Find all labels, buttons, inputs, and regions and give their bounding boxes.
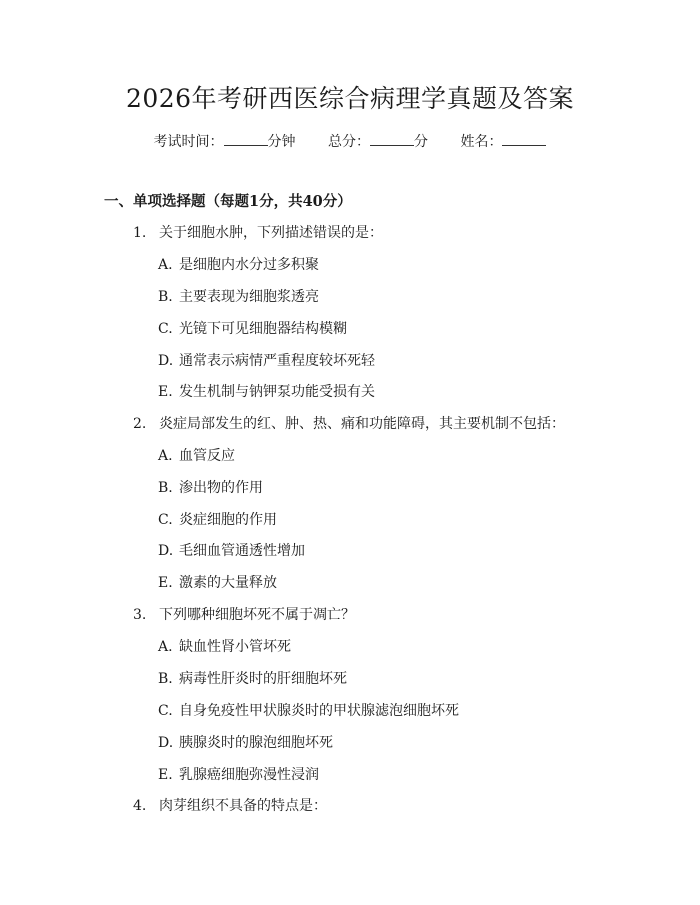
option-text: 发生机制与钠钾泵功能受损有关 — [179, 384, 375, 400]
question-2-option-d — [158, 541, 305, 561]
option-letter: D. — [158, 353, 174, 369]
exam-time-label: 考试时间： — [153, 134, 224, 150]
option-text: 缺血性肾小管坏死 — [179, 639, 291, 655]
option-text: 自身免疫性甲状腺炎时的甲状腺滤泡细胞坏死 — [179, 703, 459, 719]
name-field — [460, 131, 546, 152]
question-1-option-d — [158, 351, 375, 371]
option-letter: C. — [158, 703, 173, 719]
option-text: 通常表示病情严重程度较坏死轻 — [179, 353, 375, 369]
question-text: 关于细胞水肿，下列描述错误的是： — [159, 225, 383, 241]
exam-time-field — [154, 131, 296, 152]
option-text: 血管反应 — [179, 448, 235, 464]
exam-meta-line — [0, 131, 700, 152]
question-3-option-a — [158, 637, 291, 657]
question-2-option-a — [158, 446, 235, 466]
total-score-field — [328, 131, 428, 152]
option-text: 炎症细胞的作用 — [179, 512, 277, 528]
question-2-option-e — [158, 573, 277, 593]
question-1-option-a — [158, 255, 319, 275]
question-3-option-e — [158, 765, 319, 785]
option-letter: A. — [158, 257, 173, 273]
option-letter: B. — [158, 480, 173, 496]
question-text: 下列哪种细胞坏死不属于凋亡？ — [159, 607, 355, 623]
option-text: 是细胞内水分过多积聚 — [179, 257, 319, 273]
question-1-option-c — [158, 319, 347, 339]
option-letter: D. — [158, 543, 174, 559]
question-number: 2. — [133, 416, 147, 432]
option-letter: D. — [158, 735, 174, 751]
option-text: 胰腺炎时的腺泡细胞坏死 — [179, 735, 333, 751]
option-text: 主要表现为细胞浆透亮 — [179, 289, 319, 305]
option-text: 毛细血管通透性增加 — [179, 543, 305, 559]
option-letter: E. — [158, 575, 173, 591]
question-number: 1. — [133, 225, 147, 241]
question-number: 4. — [133, 798, 147, 814]
question-4 — [133, 796, 327, 816]
option-letter: A. — [158, 639, 173, 655]
option-text: 病毒性肝炎时的肝细胞坏死 — [179, 671, 347, 687]
total-score-label: 总分： — [328, 134, 370, 150]
option-text: 乳腺癌细胞弥漫性浸润 — [179, 767, 319, 783]
name-blank — [502, 131, 546, 146]
total-score-unit: 分 — [414, 134, 428, 150]
option-text: 激素的大量释放 — [179, 575, 277, 591]
question-3-option-b — [158, 669, 347, 689]
question-2-option-b — [158, 478, 263, 498]
exam-time-blank — [224, 131, 268, 146]
option-text: 光镜下可见细胞器结构模糊 — [179, 321, 347, 337]
option-text: 渗出物的作用 — [179, 480, 263, 496]
option-letter: B. — [158, 289, 173, 305]
option-letter: E. — [158, 767, 173, 783]
section-title: 一、单项选择题（每题1分，共40分） — [104, 193, 352, 210]
exam-time-unit: 分钟 — [267, 134, 296, 150]
question-text: 肉芽组织不具备的特点是： — [159, 798, 327, 814]
question-3-option-d — [158, 733, 333, 753]
option-letter: E. — [158, 384, 173, 400]
option-letter: C. — [158, 512, 173, 528]
name-label: 姓名： — [460, 134, 503, 150]
option-letter: C. — [158, 321, 173, 337]
option-letter: A. — [158, 448, 173, 464]
question-3 — [133, 605, 355, 625]
option-letter: B. — [158, 671, 173, 687]
question-text: 炎症局部发生的红、肿、热、痛和功能障碍，其主要机制不包括： — [159, 416, 565, 432]
question-1 — [133, 223, 383, 243]
question-1-option-b — [158, 287, 319, 307]
document-title: 2026年考研西医综合病理学真题及答案 — [125, 84, 575, 113]
question-number: 3. — [133, 607, 147, 623]
question-2 — [133, 414, 565, 434]
question-1-option-e — [158, 382, 375, 402]
total-score-blank — [370, 131, 414, 146]
question-3-option-c — [158, 701, 459, 721]
question-2-option-c — [158, 510, 277, 530]
